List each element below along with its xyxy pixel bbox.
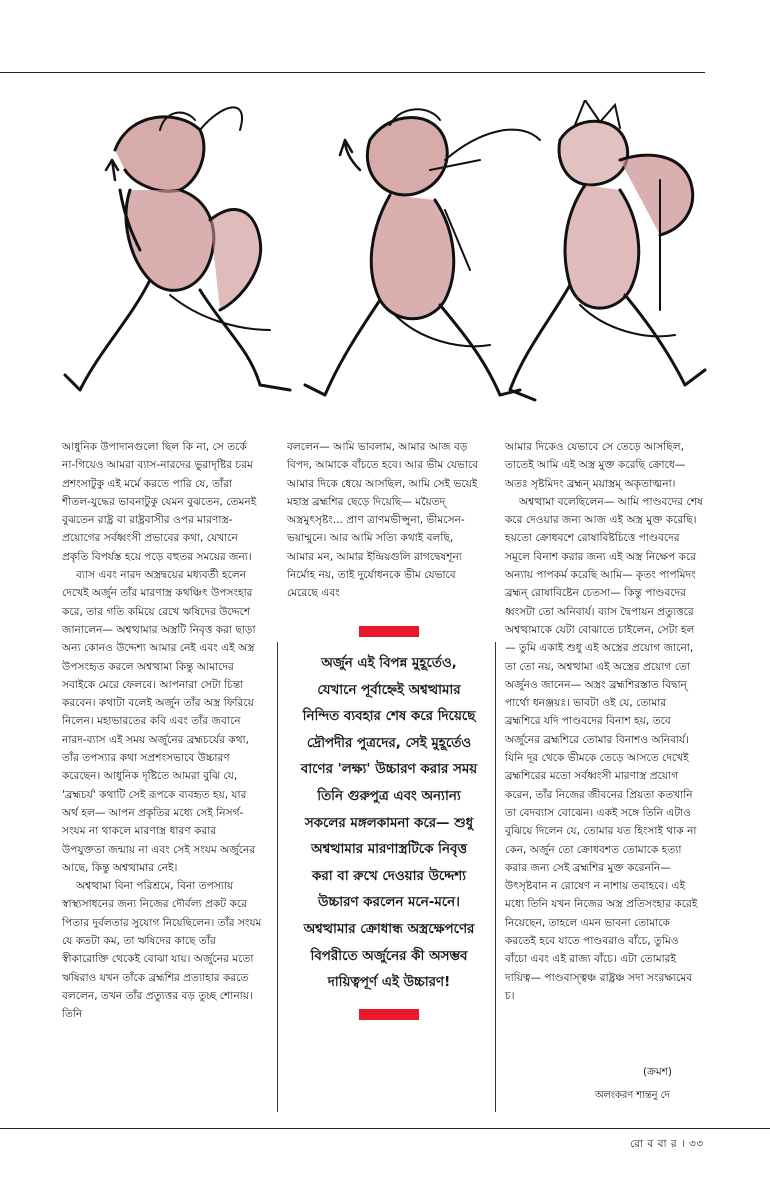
warrior-center-figure [305, 109, 540, 395]
pull-quote-top-bar [359, 626, 419, 637]
article-column-2 [287, 438, 479, 603]
illustration-credit: অলংকরণ শান্তনু দে [595, 1090, 670, 1101]
bottom-rule [0, 1128, 770, 1129]
three-warriors-brush-illustration [60, 100, 710, 430]
article-column-3 [505, 438, 703, 1005]
column1-paragraph-3: অশ্বত্থামা বিনা পরিশ্রমে, বিনা তপস্যায় স্বাস্থ্যসাধনের জন্য নিজের দৌর্বল্য প্রকট করে পিতার দুর্বলতার সুযোগ নিয়েছিলেন। তাঁর সংযম যে কতটা কম, তা ঋষিদের কাছে তাঁর স্বীকারোক্তি থেকেই বোঝা যায়। অর্জুনের মতো ঋষিরাও যখন তাঁকে ব্রহ্মশির প্রত্যাহার করতে বললেন, তখন তাঁর প্রত্যুত্তর বড় তুচ্ছ শোনায়। তিনি [62, 880, 262, 1021]
warrior-left-figure [65, 107, 290, 390]
warrior-right-figure [510, 100, 705, 400]
column1-paragraph-1: আধুনিক উপাদানগুলো ছিল কি না, সে তর্কে না-গিয়েও আমরা ব্যাস-নারদের ভুরাদৃষ্টির চরম প্রশংসাটুকু এই মর্মে করতে পারি যে, তাঁরা শীতল-যুদ্ধের ভাবনাটুকু যেমন বুঝতেন, তেমনই বুঝতেন রাষ্ট্র বা রাষ্ট্রবাসীর ওপর মারণাস্ত্র-প্রয়োগের সর্বধ্বংসী প্রভাবের কথা, যেখানে প্রকৃতি বিপর্যস্ত হয়ে পড়ে বহুতর সময়ের জন্য। [62, 441, 257, 563]
column1-paragraph-2: ব্যাস এবং নারদ অস্ত্রদ্বয়ের মধ্যবর্তী হলেন দেখেই অর্জুন তাঁর মারণাস্ত্র কথঞ্চিৎ উপসংহার করে, তার গতি কমিয়ে রেখে ঋষিদের উদ্দেশে জানালেন— অশ্বত্থামার অস্ত্রটি নিবৃত্ত করা ছাড়া অন্য কোনও উদ্দেশ্য আমার নেই এবং এই অস্ত্র উপসংহৃত করলে অশ্বত্থামা কিন্তু আমাদের সবাইকে মেরে ফেলবে। আপনারা সেটা চিন্তা করবেন। কথাটা বলেই অর্জুন তাঁর অস্ত্র ফিরিয়ে নিলেন। মহাভারতের কবি এবং তাঁর জবানে নারদ-ব্যাস এই সময় অর্জুনের ব্রহ্মচর্যের কথা, তাঁর তপস্যার কথা সপ্রশংসভাবে উচ্চারণ করেছেন। আধুনিক দৃষ্টিতে আমরা বুঝি যে, 'ব্রহ্মচর্য' কথাটি সেই রূপকে ব্যবহৃত হয়, যার অর্থ হল— আপন প্রকৃতির মধ্যে সেই নিসর্গ-সংযম না থাকলে মারণাস্ত্র ধারণ করার উপযুক্ততা জন্মায় না এবং সেই সংযম অর্জুনের আছে, কিন্তু অশ্বত্থামার নেই। [62, 569, 256, 874]
column-divider-right [495, 642, 496, 1112]
serial-continued-note: (ক্রমশ) [643, 1066, 673, 1078]
column3-paragraph-1: আমার দিকেও যেভাবে সে তেড়ে আসছিল, তাতেই আমি এই অস্ত্র মুক্ত করেছি ক্রোধে— অতঃ সৃষ্টমিদং ব্রহ্মন্ ময়াস্ত্রম্ অকৃতাত্মনা। [505, 441, 686, 490]
page-folio: রো ব বা র । ৩৩ [630, 1138, 704, 1150]
column-divider-left [277, 642, 278, 1112]
column3-paragraph-2: অশ্বত্থামা বলেছিলেন— আমি পাণ্ডবদের শেষ করে দেওয়ার জন্য আজ এই অস্ত্র মুক্ত করেছি। হয়তো ক্রোধবশে রোষাবিষ্টচিত্তে পাণ্ডবদের সমূলে বিনাশ করার জন্য এই অস্ত্র নিক্ষেপ করে অন্যায় পাপকর্ম করেছি আমি— কৃতং পাপমিদং ব্রহ্মন্ রোষাবিষ্টেন চেতসা— কিন্তু পাণ্ডবদের ধ্বংসটা তো অনিবার্য। ব্যাস দ্বৈপায়ন প্রত্যুত্তরে অশ্বত্থামাকে যেটা বোঝাতে চাইলেন, সেটা হল— তুমি একাই শুধু এই অস্ত্রের প্রয়োগ জানো, তা তো নয়, অশ্বত্থামা এই অস্ত্রের প্রয়োগ তো অর্জুনও জানেন— অস্ত্রং ব্রহ্মশিরস্তাত বিদ্বান্ পার্থো ধনঞ্জয়ঃ। ভাবটা ওই যে, তোমার ব্রহ্মশিরে যদি পাণ্ডবদের বিনাশ হয়, তবে অর্জুনের ব্রহ্মশিরে তোমার বিনাশও অনিবার্য। যিনি দূর থেকে ভীমকে তেড়ে আসতে দেখেই ব্রহ্মশিরের মতো সর্বধ্বংসী মারণাস্ত্র প্রয়োগ করেন, তাঁর নিজের জীবনের প্রিয়তা কতখানি তা বেদব্যাস বোঝেন। একই সঙ্গে তিনি এটাও বুঝিয়ে দিলেন যে, তোমার যত হিংসাই থাক না কেন, অর্জুন তো ক্রোধবশত তোমাকে হত্যা করার জন্য সেই ব্রহ্মশির মুক্ত করেননি— উৎসৃষ্টবান ন রোষেণ ন নাশায় তবাহবে। এই মধ্যে তিনি যখন নিজের অস্ত্র প্রতিসংহার করেই নিয়েছেন, তাহলে এমন ভাবনা তোমাকে করতেই হবে যাতে পাণ্ডবরাও বাঁচে, তুমিও বাঁচো এবং এই রাজ্য বাঁচে। এটা তোমারই দায়িত্ব— পাণ্ডবাস্ত্বঞ্চ রাষ্ট্রঞ্চ সদা সংরক্ষ্যমেব চ। [505, 495, 703, 1002]
pull-quote-bottom-bar [359, 1009, 419, 1020]
pull-quote-text: অর্জুন এই বিপন্ন মুহূর্তেও, যেখানে পূর্বাহ্নেই অশ্বত্থামার নিন্দিত ব্যবহার শেষ করে দিয়েছে দ্রৌপদীর পুত্রদের, সেই মুহূর্তেও বাণের 'লক্ষ্য' উচ্চারণ করার সময় তিনি গুরুপুত্র এবং অন্যান্য সকলের মঙ্গলকামনা করে— শুধু অশ্বত্থামার মারণাস্ত্রটিকে নিবৃত্ত করা বা রুখে দেওয়ার উদ্দেশ্য উচ্চারণ করলেন মনে-মনে। অশ্বত্থামার ক্রোধান্ধ অস্ত্রক্ষেপণের বিপরীতে অর্জুনের কী অসম্ভব দায়িত্বপূর্ণ এই উচ্চারণ! [300, 656, 478, 991]
column2-paragraph-1: বললেন— আমি ভাবলাম, আমার আজ বড় বিপদ, আমাকে বাঁচতে হবে। আর ভীম যেভাবে আমার দিকে ধেয়ে আসছিল, আমি সেই ভয়েই মহাস্ত্র ব্রহ্মশির ছেড়ে দিয়েছি— ময়ৈতদ্ অস্ত্রমুৎসৃষ্টং... প্রাণ ত্রাণমভীপ্সুনা, ভীমসেন-ভয়াম্মুনে। আর আমি সত্যি কথাই বলছি, আমার মন, আমার ইন্দ্রিয়গুলি রাগদ্বেষশূন্য নির্মোহ নয়, তাই দুর্যোধনকে ভীম যেভাবে মেরেছে এবং [287, 441, 479, 600]
article-column-1 [62, 438, 262, 1024]
top-rule [0, 72, 705, 73]
pull-quote [300, 626, 478, 1020]
